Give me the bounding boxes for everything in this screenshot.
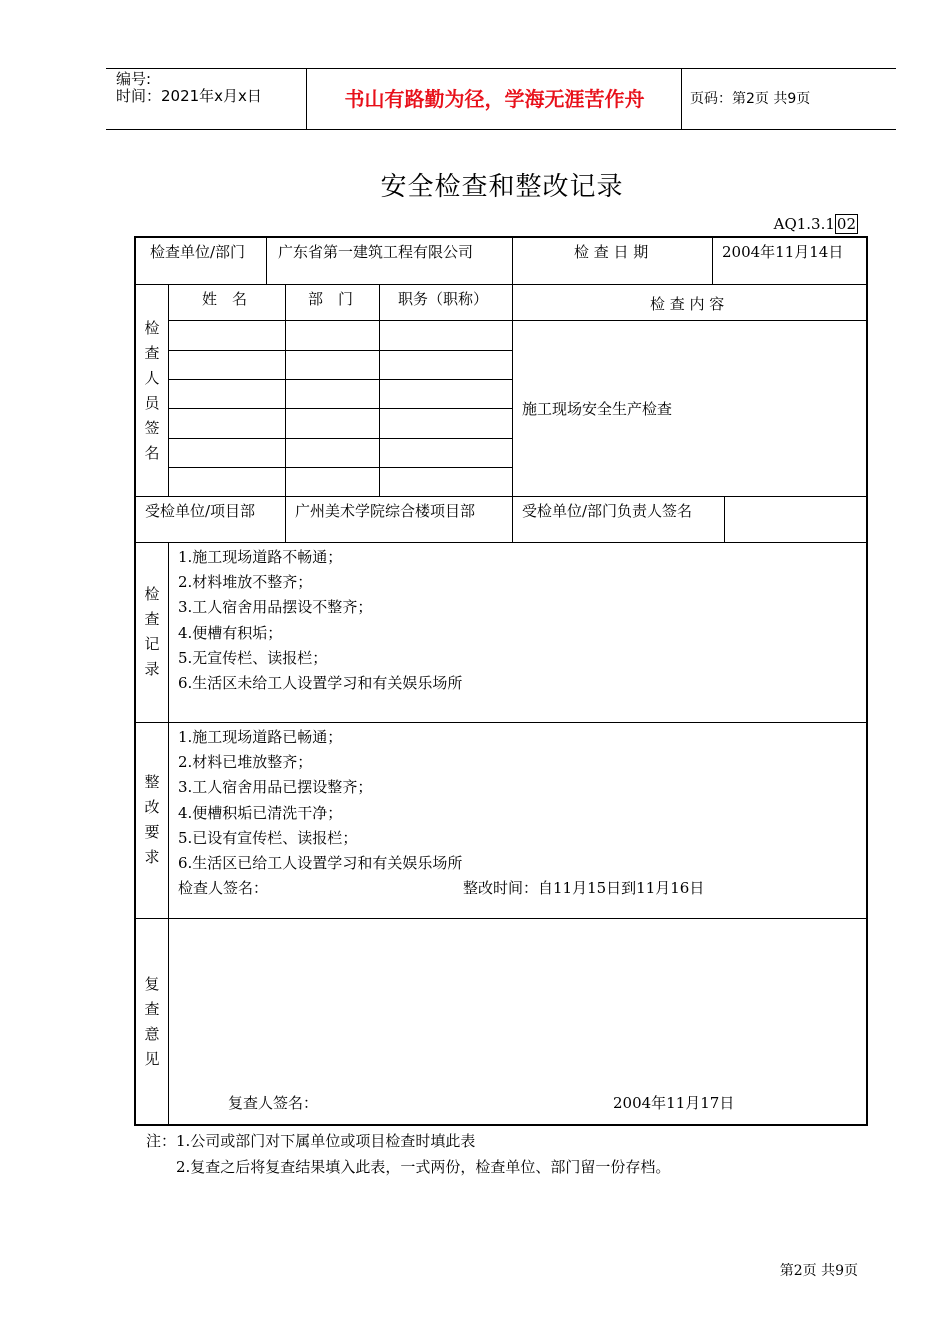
col-divider	[168, 284, 169, 496]
row-divider	[136, 918, 866, 919]
list-item: 5.无宣传栏、读报栏；	[178, 648, 328, 667]
list-item: 1.施工现场道路不畅通；	[178, 548, 343, 566]
inspected-unit-value: 广州美术学院综合楼项目部	[295, 502, 476, 520]
col-divider	[285, 284, 286, 496]
col-divider	[512, 238, 513, 284]
rectify-list	[178, 725, 462, 876]
col-name-header: 姓 名	[202, 290, 248, 308]
page-footer: 第2页 共9页	[779, 1263, 858, 1279]
inspected-unit-label: 受检单位/项目部	[145, 502, 256, 520]
rectify-signer-label: 检查人签名：	[178, 879, 269, 897]
serial-label: 编号:	[116, 70, 152, 88]
form-notes	[146, 1128, 670, 1180]
col-divider	[724, 496, 725, 542]
row-divider	[168, 379, 512, 380]
review-signer-label: 复查人签名：	[228, 1094, 319, 1112]
row-divider	[512, 320, 866, 321]
content-value: 施工现场安全生产检查	[522, 400, 673, 418]
page-header	[106, 68, 896, 130]
row-divider	[168, 350, 512, 351]
inspected-lead-label: 受检单位/部门负责人签名	[522, 502, 693, 520]
list-item: 1.施工现场道路已畅通；	[178, 728, 343, 746]
row-divider	[168, 438, 512, 439]
col-content-header: 检 查 内 容	[650, 295, 725, 313]
row-divider	[136, 722, 866, 723]
col-divider	[379, 284, 380, 496]
list-item: 4.便槽积垢已清洗干净；	[178, 803, 343, 822]
unit-label: 检查单位/部门	[150, 243, 246, 261]
col-divider	[266, 238, 267, 284]
record-list	[178, 545, 462, 696]
list-item: 4.便槽有积垢；	[178, 623, 283, 642]
col-divider	[512, 284, 513, 496]
col-divider	[512, 496, 513, 542]
row-divider	[136, 542, 866, 543]
row-divider	[168, 320, 512, 321]
list-item: 5.已设有宣传栏、读报栏；	[178, 828, 358, 847]
col-divider	[712, 238, 713, 284]
form-code-prefix: AQ1.3.1	[773, 215, 835, 233]
row-divider	[136, 496, 866, 497]
time-label: 时间：2021年x月x日	[116, 87, 262, 105]
list-item: 3.工人宿舍用品摆设不整齐；	[178, 598, 373, 617]
col-divider	[285, 496, 286, 542]
header-divider	[306, 69, 307, 129]
unit-value: 广东省第一建筑工程有限公司	[278, 243, 474, 261]
review-label: 复查意见	[144, 975, 160, 1068]
date-label: 检 查 日 期	[574, 243, 649, 261]
col-dept-header: 部 门	[308, 290, 354, 308]
rectify-time: 整改时间：自11月15日到11月16日	[463, 879, 705, 897]
list-item: 2.材料已堆放整齐；	[178, 753, 313, 772]
header-page-number: 页码：第2页 共9页	[690, 91, 811, 107]
header-motto: 书山有路勤为径，学海无涯苦作舟	[344, 87, 645, 111]
form-code-boxed: 02	[836, 215, 856, 233]
date-value: 2004年11月14日	[722, 243, 844, 261]
document-title: 安全检查和整改记录	[380, 172, 624, 202]
form-code	[774, 215, 858, 233]
review-date: 2004年11月17日	[613, 1094, 735, 1112]
inspection-form	[134, 236, 868, 1126]
row-divider	[168, 467, 512, 468]
note-line: 2.复查之后将复查结果填入此表，一式两份，检查单位、部门留一份存档。	[176, 1158, 671, 1176]
col-divider	[168, 542, 169, 1124]
list-item: 2.材料堆放不整齐；	[178, 573, 313, 592]
row-divider	[168, 408, 512, 409]
row-divider	[136, 284, 866, 285]
list-item: 3.工人宿舍用品已摆设整齐；	[178, 778, 373, 797]
record-label: 检查记录	[144, 585, 160, 678]
list-item: 6.生活区已给工人设置学习和有关娱乐场所	[178, 854, 463, 873]
note-line: 注：1.公司或部门对下属单位或项目检查时填此表	[146, 1132, 476, 1150]
header-meta	[116, 71, 262, 105]
header-divider	[681, 69, 682, 129]
inspectors-label: 检查人员签名	[144, 319, 160, 462]
list-item: 6.生活区未给工人设置学习和有关娱乐场所	[178, 674, 463, 693]
col-title-header: 职务（职称）	[398, 290, 489, 308]
rectify-label: 整改要求	[144, 773, 160, 866]
